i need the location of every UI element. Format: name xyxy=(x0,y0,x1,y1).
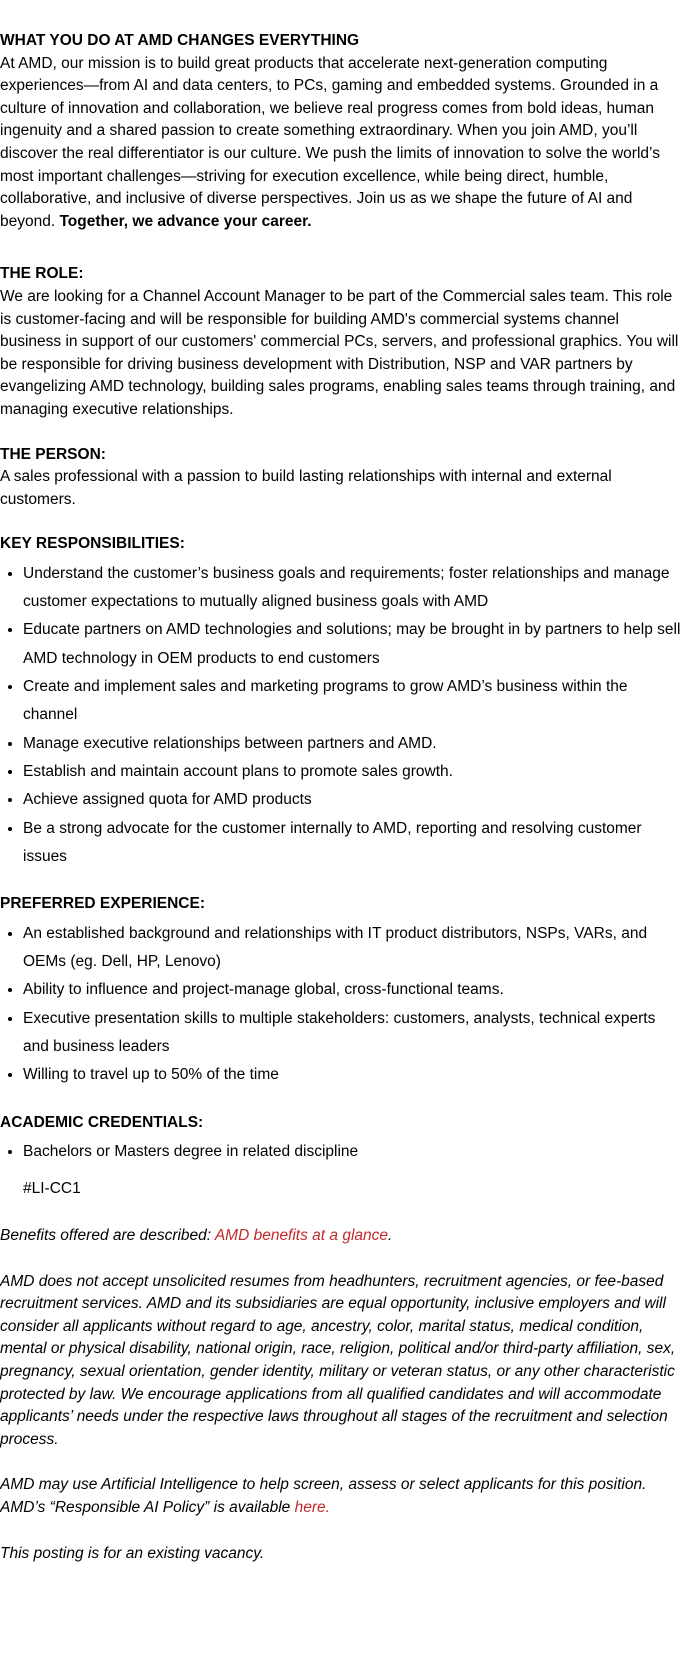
list-item: • Be a strong advocate for the customer internally to AMD, reporting and resolving customer issues xyxy=(23,815,683,872)
list-item: • Ability to influence and project-manage global, cross-functional teams. xyxy=(23,976,683,1004)
intro-body xyxy=(0,53,683,234)
ai-policy-text: AMD may use Artificial Intelligence to help screen, assess or select applicants for this position. AMD’s “Responsible AI Policy” is available xyxy=(0,1476,647,1516)
credentials-heading: ACADEMIC CREDENTIALS: xyxy=(0,1113,204,1131)
responsibilities-heading: KEY RESPONSIBILITIES: xyxy=(0,535,185,553)
list-item: • Understand the customer’s business goals and requirements; foster relationships and manage customer expectations to mutually aligned business goals with AMD xyxy=(23,560,683,617)
benefits-suffix: . xyxy=(388,1227,393,1244)
vacancy-statement: This posting is for an existing vacancy. xyxy=(0,1544,265,1562)
experience-heading: PREFERRED EXPERIENCE: xyxy=(0,895,205,913)
intro-heading: WHAT YOU DO AT AMD CHANGES EVERYTHING xyxy=(0,32,360,49)
list-item: • Achieve assigned quota for AMD products xyxy=(23,786,683,814)
experience-list xyxy=(0,920,683,1090)
list-item: • Manage executive relationships between partners and AMD. xyxy=(23,730,683,758)
intro-tagline: Together, we advance your career. xyxy=(59,212,312,230)
intro-text: At AMD, our mission is to build great products that accelerate next-generation computing experiences—from AI and data centers, to PCs, gaming and embedded systems. Grounded in a culture of innovation and collaboration, we believe real progress comes from bold ideas, human ingenuity and a shared passion to create something extraordinary. When you join AMD, you’ll discover the real differentiator is our culture. We push the limits of innovation to solve the world’s most important challenges—striving for execution excellence, while being direct, humble, collaborative, and inclusive of diverse perspectives. Join us as we shape the future of AI and beyond. xyxy=(0,54,660,230)
list-item: • Bachelors or Masters degree in related discipline xyxy=(23,1138,683,1166)
ai-policy-link[interactable]: here. xyxy=(294,1498,330,1516)
benefits-text: Benefits offered are described: xyxy=(0,1227,215,1244)
list-item: • An established background and relationships with IT product distributors, NSPs, VARs, and OEMs (eg. Dell, HP, Lenovo) xyxy=(23,920,683,977)
responsibilities-list xyxy=(0,560,683,871)
linkedin-tag: #LI-CC1 xyxy=(23,1180,81,1198)
eeo-statement: AMD does not accept unsolicited resumes from headhunters, recruitment agencies, or fee-based recruitment services. AMD and its subsidiaries are equal opportunity, inclusive employers and will consider all applicants without regard to age, ancestry, color, marital status, medical condition, mental or physical disability, national origin, race, religion, political and/or third-party affiliation, sex, pregnancy, sexual orientation, gender identity, military or veteran status, or any other characteristic protected by law. We encourage applications from all qualified candidates and will accommodate applicants’ needs under the respective laws throughout all stages of the recruitment and selection process. xyxy=(0,1272,676,1448)
ai-policy-statement xyxy=(0,1474,683,1519)
person-body: A sales professional with a passion to build lasting relationships with internal and external customers. xyxy=(0,468,612,508)
list-item: • Create and implement sales and marketing programs to grow AMD’s business within the channel xyxy=(23,673,683,730)
benefits-link[interactable]: AMD benefits at a glance xyxy=(214,1227,389,1244)
role-heading: THE ROLE: xyxy=(0,265,84,283)
benefits-line xyxy=(0,1225,683,1248)
experience-section xyxy=(0,893,683,1089)
role-section xyxy=(0,263,683,421)
intro-section xyxy=(0,30,683,233)
list-item: • Executive presentation skills to multiple stakeholders: customers, analysts, technical experts and business leaders xyxy=(23,1005,683,1062)
list-item: • Establish and maintain account plans to promote sales growth. xyxy=(23,758,683,786)
role-body: We are looking for a Channel Account Manager to be part of the Commercial sales team. This role is customer-facing and will be responsible for building AMD's commercial systems channel business in support of our customers' commercial PCs, servers, and professional graphics. You will be responsible for driving business development with Distribution, NSP and VAR partners by evangelizing AMD technology, building sales programs, enabling sales teams through training, and managing executive relationships. xyxy=(0,287,679,418)
responsibilities-section xyxy=(0,533,683,871)
list-item: • Educate partners on AMD technologies and solutions; may be brought in by partners to help sell AMD technology in OEM products to end customers xyxy=(23,616,683,673)
list-item: • Willing to travel up to 50% of the time xyxy=(23,1061,683,1089)
credentials-list xyxy=(0,1138,683,1166)
credentials-section xyxy=(0,1112,683,1201)
person-section xyxy=(0,444,683,512)
person-heading: THE PERSON: xyxy=(0,445,106,463)
